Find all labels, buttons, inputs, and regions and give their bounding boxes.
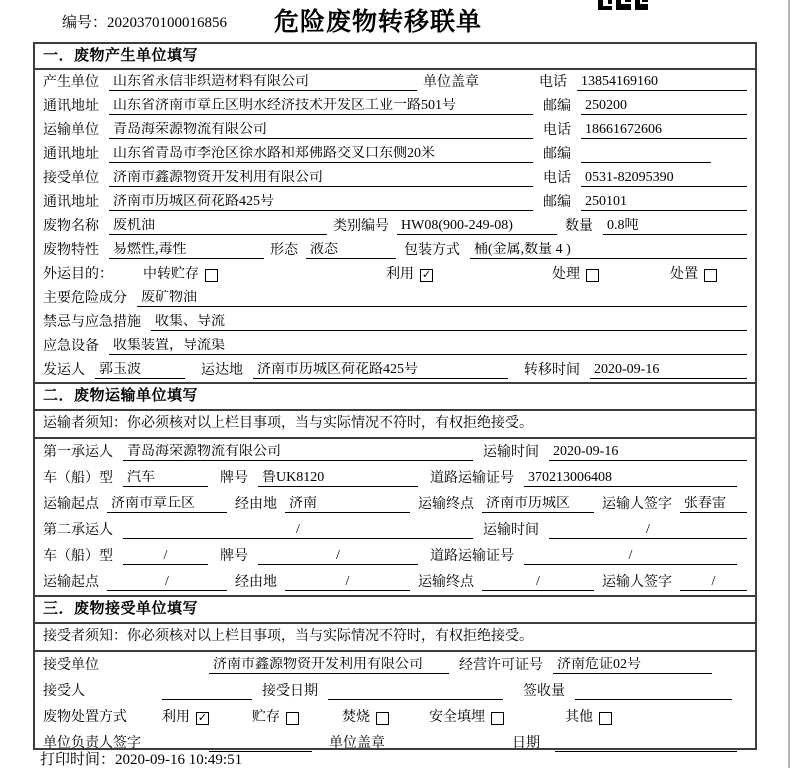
first-transport-date-value: 2020-09-16 [549,444,747,461]
first-vehicle-type-value: 汽车 [123,470,208,487]
section-receiver-header: 三．废物接受单位填写 [35,597,755,624]
hazard-component-row [35,286,755,310]
first-road-permit-value: 370213006408 [524,470,737,487]
second-via-value: / [285,574,410,591]
purpose-transfer-storage-checkbox [205,269,218,282]
waste-quantity-value: 0.8吨 [603,218,747,235]
waste-quantity-label: 数量 [565,219,593,234]
first-carrier-sign-value: 张春雷 [680,496,747,513]
accept-date-label: 接受日期 [262,684,318,699]
section-generator [35,44,755,382]
first-carrier-value: 青岛海荣源物流有限公司 [123,444,473,461]
packaging-value: 桶(金属,数量 4 ) [470,242,747,259]
second-carrier-sign-value: / [680,574,747,591]
first-road-permit-label: 道路运输证号 [430,471,514,486]
first-origin-value: 济南市章丘区 [107,496,227,513]
transporter-address-label: 通讯地址 [43,147,99,162]
transfer-date-label: 转移时间 [524,363,580,378]
receiver-unit-label: 接受单位 [43,171,99,186]
section-transporter-header: 二．废物运输单位填写 [35,384,755,411]
receiver-address-value: 济南市历城区荷花路425号 [109,194,533,211]
generator-address-value: 山东省济南市章丘区明水经济技术开发区工业一路501号 [109,98,533,115]
packaging-label: 包装方式 [404,243,460,258]
generator-unit-row [35,70,755,94]
generator-unit-label: 产生单位 [43,75,99,90]
first-plate-label: 牌号 [220,471,248,486]
generator-unit-value: 山东省永信非织造材料有限公司 [109,74,417,91]
first-terminus-value: 济南市历城区 [482,496,594,513]
second-origin-label: 运输起点 [43,575,99,590]
first-route-row [35,491,755,517]
receiver-phone-value: 0531-82095390 [581,170,747,187]
receiver-zip-label: 邮编 [543,195,571,210]
disposal-incinerate-label: 焚烧 [342,710,370,725]
disposal-incinerate-checkbox [376,712,389,725]
transporter-address-value: 山东省青岛市李沧区徐水路和郑佛路交叉口东侧20米 [109,146,533,163]
second-terminus-label: 运输终点 [418,575,474,590]
responsible-sign-label: 单位负责人签字 [43,736,141,751]
receiver-phone-label: 电话 [543,171,571,186]
disposal-utilize-label: 利用 [162,710,190,725]
disposal-utilize-checkbox: ✓ [197,712,208,724]
generator-address-row [35,94,755,118]
waste-code-label: 类别编号 [333,219,389,234]
consignor-label: 发运人 [43,363,85,378]
first-via-value: 济南 [285,496,410,513]
second-via-label: 经由地 [235,575,277,590]
second-carrier-value: / [123,522,473,539]
destination-value: 济南市历城区荷花路425号 [253,362,508,379]
transporter-phone-value: 18661672606 [581,122,747,139]
hazard-component-label: 主要危险成分 [43,291,127,306]
second-vehicle-type-value: / [123,548,208,565]
page-edge-divider [788,0,790,768]
transporter-notice: 运输者须知：你必须核对以上栏目事项，当与实际情况不符时，有权拒绝接受。 [35,411,755,439]
receiver-notice: 接受者须知：你必须核对以上栏目事项，当与实际情况不符时，有权拒绝接受。 [35,624,755,652]
first-carrier-row [35,439,755,465]
consignor-value: 郭玉波 [95,362,185,379]
contraindication-row [35,310,755,334]
waste-form-value: 液态 [306,242,396,259]
generator-zip-value: 250200 [581,98,747,115]
manifest-form [33,42,757,750]
second-transport-date-value: / [549,522,747,539]
section-transporter [35,382,755,595]
print-time: 打印时间：2020-09-16 10:49:51 [40,752,243,768]
outbound-purpose-label: 外运目的： [43,267,113,282]
disposal-landfill-checkbox [491,712,504,725]
purpose-treat-checkbox [586,269,599,282]
date-label: 日期 [512,736,540,751]
emergency-equipment-label: 应急设备 [43,339,99,354]
waste-code-value: HW08(900-249-08) [397,218,557,235]
first-transport-date-label: 运输时间 [483,445,539,460]
unit-seal-label: 单位盖章 [423,75,479,90]
section-generator-header: 一．废物产生单位填写 [35,44,755,70]
transfer-date-value: 2020-09-16 [590,362,747,379]
waste-form-label: 形态 [270,243,298,258]
second-route-row [35,569,755,595]
generator-zip-label: 邮编 [543,99,571,114]
generator-phone-value: 13854169160 [577,74,747,91]
purpose-treat-label: 处理 [552,267,580,282]
accepting-unit-value: 济南市鑫源物资开发利用有限公司 [209,657,449,674]
receiver-unit-row [35,166,755,190]
signed-quantity-label: 签收量 [523,684,565,699]
second-vehicle-type-label: 车（船）型 [43,549,113,564]
manifest-serial-number: 编号：2020370100016856 [62,15,228,31]
disposal-storage-checkbox [286,712,299,725]
section-receiver [35,595,755,756]
second-vehicle-row [35,543,755,569]
acceptor-value [162,683,252,700]
waste-property-label: 废物特性 [43,243,99,258]
first-terminus-label: 运输终点 [418,497,474,512]
accept-date-value [328,683,503,700]
second-transport-date-label: 运输时间 [483,523,539,538]
first-via-label: 经由地 [235,497,277,512]
purpose-transfer-storage-label: 中转贮存 [143,267,199,282]
destination-label: 运达地 [201,363,243,378]
waste-name-value: 废机油 [109,218,327,235]
accepting-unit-label: 接受单位 [43,658,99,673]
second-road-permit-value: / [524,548,737,565]
first-vehicle-row [35,465,755,491]
receiver-address-row [35,190,755,214]
second-terminus-value: / [482,574,594,591]
waste-property-value: 易燃性,毒性 [109,242,264,259]
waste-property-row [35,238,755,262]
transporter-address-row [35,142,755,166]
acceptor-label: 接受人 [43,684,85,699]
second-plate-value: / [258,548,418,565]
transporter-unit-value: 青岛海荣源物流有限公司 [109,122,533,139]
document-title: 危险废物转移联单 [273,9,482,36]
first-carrier-label: 第一承运人 [43,445,113,460]
first-origin-label: 运输起点 [43,497,99,512]
purpose-utilize-checkbox: ✓ [421,269,432,281]
signed-quantity-value [575,683,732,700]
disposal-storage-label: 贮存 [252,710,280,725]
receiver-unit-value: 济南市鑫源物资开发利用有限公司 [109,170,533,187]
qr-code-icon [598,0,648,10]
contraindication-value: 收集、导流 [151,314,747,331]
receiver-address-label: 通讯地址 [43,195,99,210]
transporter-unit-label: 运输单位 [43,123,99,138]
transporter-unit-row [35,118,755,142]
hazard-component-value: 废矿物油 [137,290,747,307]
disposal-method-row [35,704,755,730]
purpose-dispose-label: 处置 [670,267,698,282]
outbound-purpose-row [35,262,755,286]
first-vehicle-type-label: 车（船）型 [43,471,113,486]
transporter-phone-label: 电话 [543,123,571,138]
second-plate-label: 牌号 [220,549,248,564]
second-carrier-row [35,517,755,543]
date-value [555,735,737,752]
emergency-equipment-value: 收集装置，导流渠 [109,338,747,355]
receiver-seal-label: 单位盖章 [329,736,385,751]
purpose-dispose-checkbox [704,269,717,282]
purpose-utilize-label: 利用 [386,267,414,282]
first-plate-value: 鲁UK8120 [258,470,418,487]
transporter-zip-label: 邮编 [543,147,571,162]
second-carrier-label: 第二承运人 [43,523,113,538]
consignor-row [35,358,755,382]
disposal-landfill-label: 安全填埋 [429,710,485,725]
license-number-value: 济南危证02号 [553,657,712,674]
disposal-other-checkbox [599,712,612,725]
license-number-label: 经营许可证号 [459,658,543,673]
generator-phone-label: 电话 [539,75,567,90]
waste-name-row [35,214,755,238]
disposal-other-label: 其他 [565,710,593,725]
second-road-permit-label: 道路运输证号 [430,549,514,564]
acceptor-row [35,678,755,704]
accepting-unit-row [35,652,755,678]
second-carrier-sign-label: 运输人签字 [602,575,672,590]
disposal-method-label: 废物处置方式 [43,710,127,725]
second-origin-value: / [107,574,227,591]
receiver-zip-value: 250101 [581,194,747,211]
waste-name-label: 废物名称 [43,219,99,234]
transporter-zip-value [581,146,711,163]
generator-address-label: 通讯地址 [43,99,99,114]
first-carrier-sign-label: 运输人签字 [602,497,672,512]
emergency-equipment-row [35,334,755,358]
contraindication-label: 禁忌与应急措施 [43,315,141,330]
